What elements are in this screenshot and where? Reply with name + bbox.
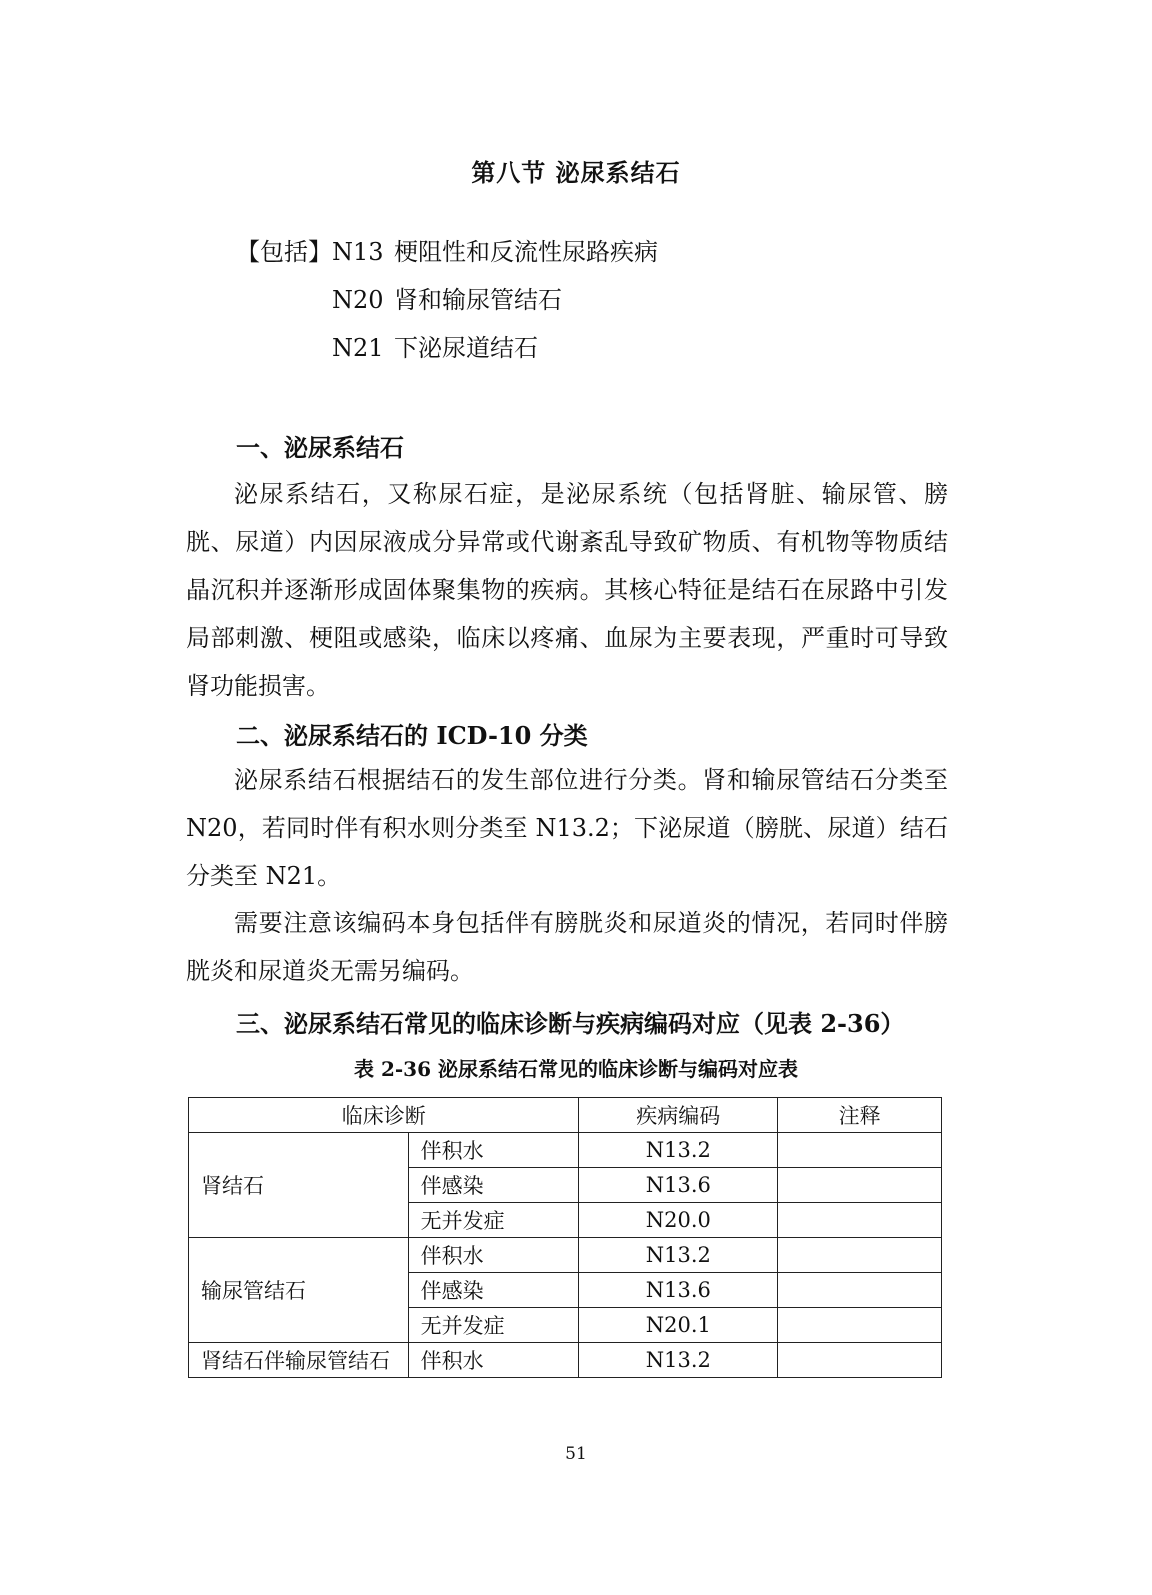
table-row [189,1343,942,1378]
header-note: 注释 [778,1098,942,1133]
diagnosis-cell: 肾结石 [189,1133,409,1238]
section-2-paragraph-1: 泌尿系结石根据结石的发生部位进行分类。肾和输尿管结石分类至 N20，若同时伴有积水则分类至 N13.2；下泌尿道（膀胱、尿道）结石分类至 N21。 [186,766,948,890]
note-cell [778,1273,942,1308]
code-cell: N20.0 [579,1203,778,1238]
diagnosis-code-table [188,1097,942,1378]
table-row [189,1238,942,1273]
includes-row [236,232,658,280]
note-cell [778,1133,942,1168]
code-cell: N13.2 [579,1238,778,1273]
section-1-heading: 一、泌尿系结石 [236,433,404,462]
note-cell [778,1308,942,1343]
section-2-paragraph-2: 需要注意该编码本身包括伴有膀胱炎和尿道炎的情况，若同时伴膀胱炎和尿道炎无需另编码。 [186,909,948,985]
table-caption: 表 2-36 泌尿系结石常见的临床诊断与编码对应表 [354,1057,798,1081]
condition-cell: 无并发症 [408,1203,579,1238]
includes-label: 梗阻性和反流性尿路疾病 [394,238,658,266]
note-cell [778,1238,942,1273]
condition-cell: 伴感染 [408,1273,579,1308]
table-header-row [189,1098,942,1133]
condition-cell: 无并发症 [408,1308,579,1343]
diagnosis-cell: 输尿管结石 [189,1238,409,1343]
includes-code: N13 [332,238,384,266]
note-cell [778,1168,942,1203]
includes-block [236,232,658,376]
code-cell: N20.1 [579,1308,778,1343]
section-1-paragraph: 泌尿系结石，又称尿石症，是泌尿系统（包括肾脏、输尿管、膀胱、尿道）内因尿液成分异常或代谢紊乱导致矿物质、有机物等物质结晶沉积并逐渐形成固体聚集物的疾病。其核心特征是结石在尿路中引发局部刺激、梗阻或感染，临床以疼痛、血尿为主要表现，严重时可导致肾功能损害。 [186,480,948,700]
code-cell: N13.2 [579,1133,778,1168]
page-title: 第八节 泌尿系结石 [471,158,681,187]
includes-code: N20 [332,286,384,314]
section-2-heading: 二、泌尿系结石的 ICD-10 分类 [236,721,588,750]
code-cell: N13.6 [579,1273,778,1308]
section-3-heading: 三、泌尿系结石常见的临床诊断与疾病编码对应（见表 2-36） [236,1009,905,1038]
includes-label: 肾和输尿管结石 [394,286,562,314]
note-cell [778,1203,942,1238]
code-cell: N13.2 [579,1343,778,1378]
code-cell: N13.6 [579,1168,778,1203]
table-row [189,1133,942,1168]
includes-row [236,280,658,328]
note-cell [778,1343,942,1378]
header-disease-code: 疾病编码 [579,1098,778,1133]
condition-cell: 伴积水 [408,1133,579,1168]
condition-cell: 伴感染 [408,1168,579,1203]
includes-label: 下泌尿道结石 [394,334,538,362]
diagnosis-cell: 肾结石伴输尿管结石 [189,1343,409,1378]
condition-cell: 伴积水 [408,1238,579,1273]
header-clinical-diagnosis: 临床诊断 [189,1098,579,1133]
includes-prefix: 【包括】 [236,238,332,266]
page-number: 51 [565,1444,587,1464]
includes-code: N21 [332,334,384,362]
condition-cell: 伴积水 [408,1343,579,1378]
includes-row [236,328,658,376]
